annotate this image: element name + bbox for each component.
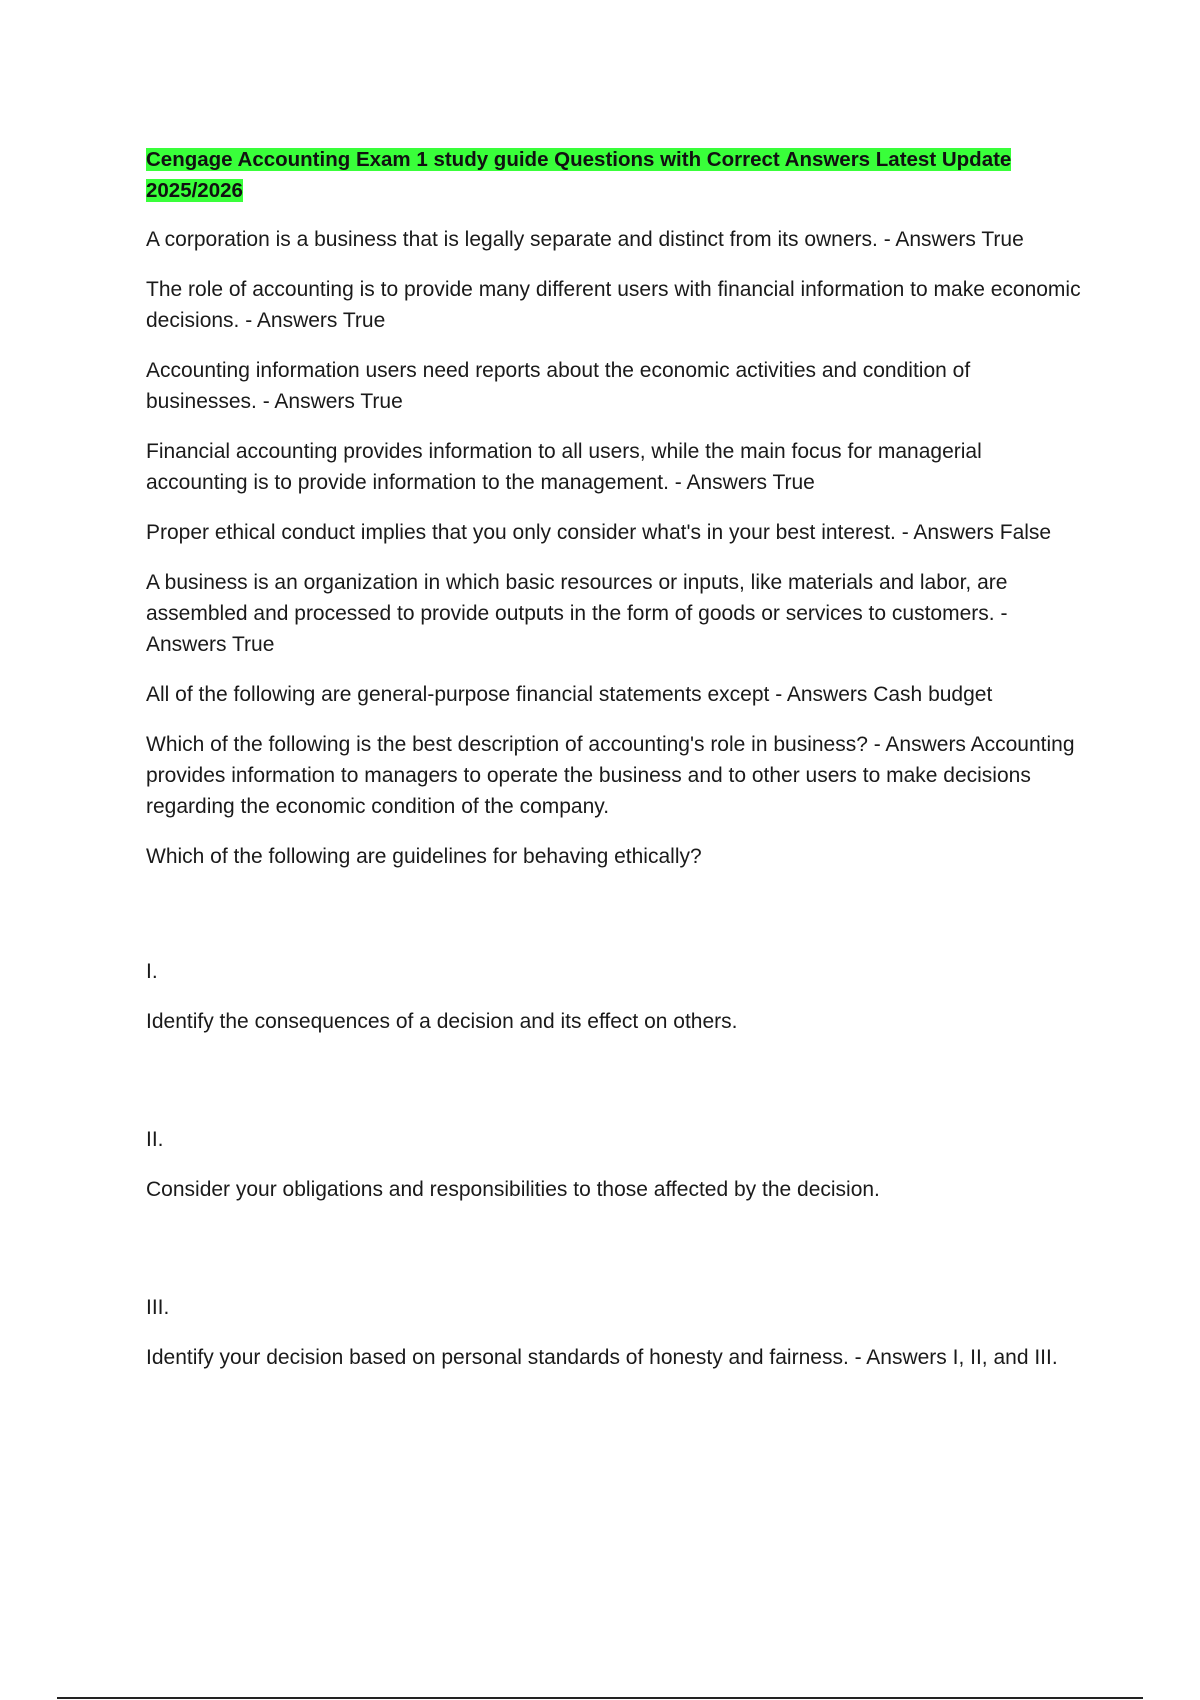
qa-item: Financial accounting provides information to all users, while the main focus for managerial accounting is to provide information to the management. - Answers True — [146, 440, 982, 494]
guideline-text: Identify your decision based on personal standards of honesty and fairness. - Answers I, II, and III. — [146, 1346, 1058, 1369]
guideline-numeral: I. — [146, 960, 158, 983]
guideline-text: Consider your obligations and responsibilities to those affected by the decision. — [146, 1178, 880, 1201]
qa-item: Which of the following is the best description of accounting's role in business? - Answers Accounting provides information to managers to operate the business and to other users to make decisions regarding the economic condition of the company. — [146, 733, 1075, 818]
qa-item: A business is an organization in which basic resources or inputs, like materials and labor, are assembled and processed to provide outputs in the form of goods or services to customers. - Answers True — [146, 571, 1008, 656]
qa-item: Proper ethical conduct implies that you only consider what's in your best interest. - Answers False — [146, 521, 1052, 544]
guideline-numeral: III. — [146, 1296, 170, 1319]
qa-item: Which of the following are guidelines for behaving ethically? — [146, 845, 702, 868]
document-content — [146, 144, 1086, 1392]
title-highlight: Cengage Accounting Exam 1 study guide Questions with Correct Answers Latest Update 2025/2026 — [146, 148, 1012, 202]
footer-divider — [57, 1697, 1143, 1699]
document-title — [146, 144, 1086, 206]
qa-item: The role of accounting is to provide many different users with financial information to make economic decisions. - Answers True — [146, 278, 1081, 332]
qa-item: All of the following are general-purpose financial statements except - Answers Cash budget — [146, 683, 993, 706]
guideline-numeral: II. — [146, 1128, 164, 1151]
qa-item: A corporation is a business that is legally separate and distinct from its owners. - Answers True — [146, 228, 1024, 251]
guideline-text: Identify the consequences of a decision and its effect on others. — [146, 1010, 738, 1033]
qa-item: Accounting information users need reports about the economic activities and condition of businesses. - Answers True — [146, 359, 971, 413]
